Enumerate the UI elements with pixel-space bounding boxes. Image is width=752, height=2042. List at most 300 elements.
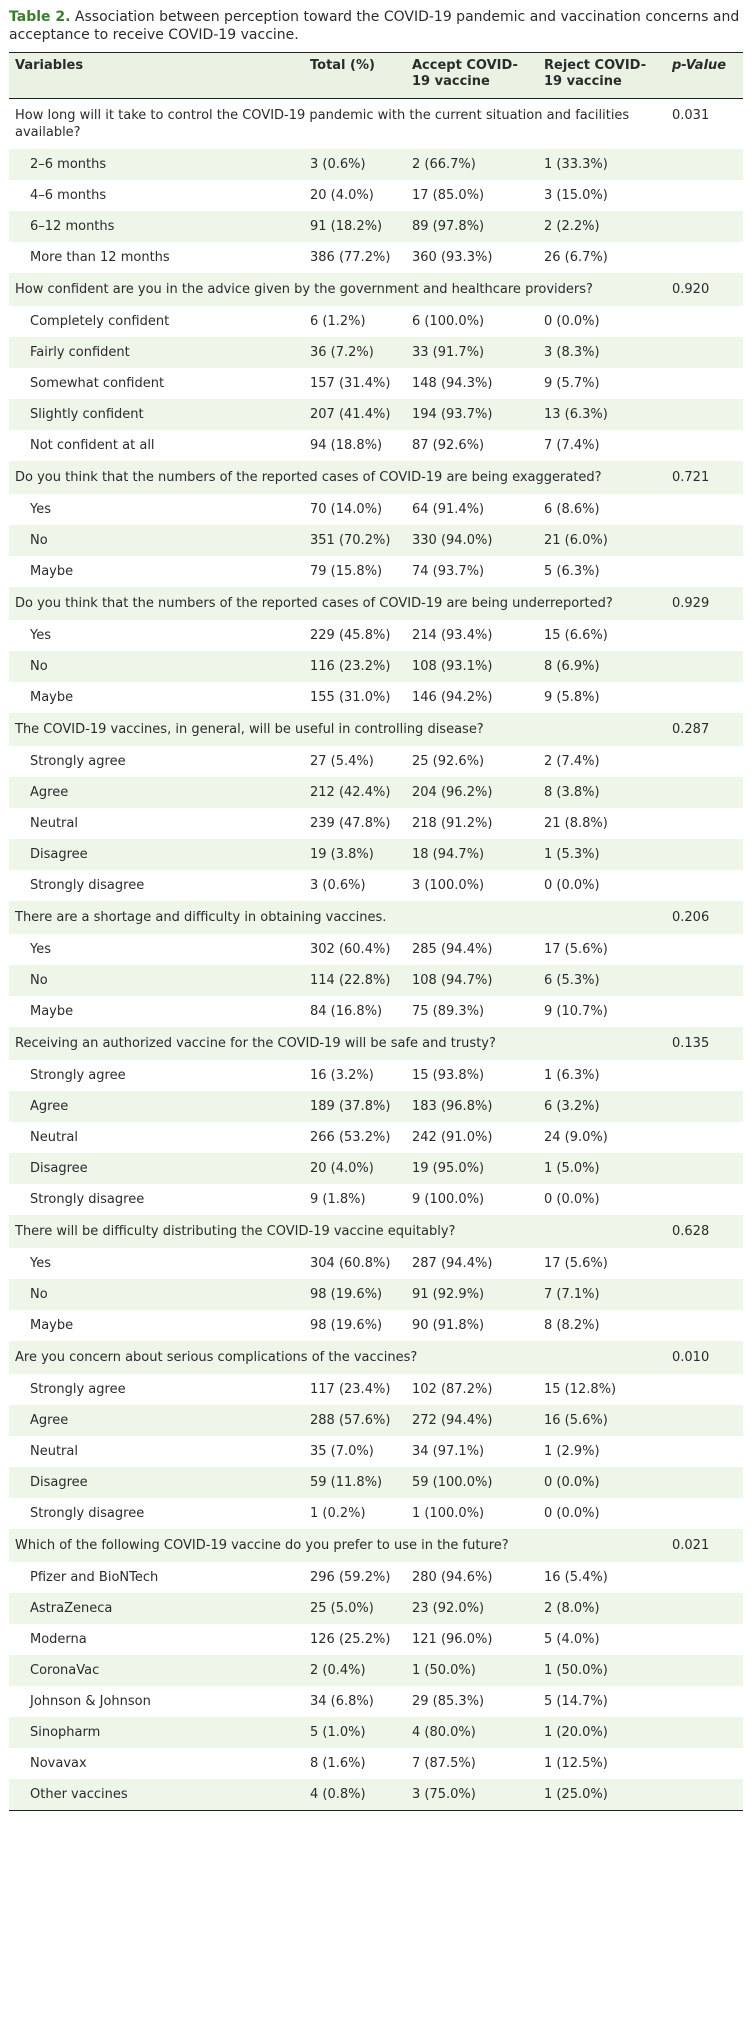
- accept-cell: 3 (100.0%): [412, 878, 485, 893]
- option-label: Strongly agree: [30, 754, 126, 769]
- total-cell: 1 (0.2%): [310, 1506, 366, 1521]
- accept-cell: 242 (91.0%): [412, 1130, 493, 1145]
- total-cell: 117 (23.4%): [310, 1382, 391, 1397]
- total-cell: 20 (4.0%): [310, 1161, 374, 1176]
- empty-p-cell: [666, 1624, 743, 1655]
- table-row: [9, 1153, 743, 1184]
- accept-cell: 287 (94.4%): [412, 1256, 493, 1271]
- reject-cell: 15 (6.6%): [544, 628, 608, 643]
- option-label: Disagree: [30, 847, 88, 862]
- total-cell: 19 (3.8%): [310, 847, 374, 862]
- header-accept: Accept COVID-19 vaccine: [406, 53, 538, 99]
- table-row: [9, 1060, 743, 1091]
- table-row: [9, 399, 743, 430]
- accept-cell: 59 (100.0%): [412, 1475, 493, 1490]
- option-label: Yes: [30, 502, 51, 517]
- empty-p-cell: [666, 1593, 743, 1624]
- empty-p-cell: [666, 430, 743, 461]
- accept-cell: 25 (92.6%): [412, 754, 485, 769]
- table-row: [9, 242, 743, 273]
- reject-cell: 6 (5.3%): [544, 973, 600, 988]
- p-value-cell: 0.929: [672, 596, 710, 611]
- option-label: Fairly confident: [30, 345, 130, 360]
- option-label: Yes: [30, 942, 51, 957]
- table-row: [9, 525, 743, 556]
- reject-cell: 0 (0.0%): [544, 1506, 600, 1521]
- question-text: There will be difficulty distributing the COVID-19 vaccine equitably?: [15, 1224, 456, 1239]
- table-row: [9, 149, 743, 180]
- empty-p-cell: [666, 777, 743, 808]
- empty-p-cell: [666, 1279, 743, 1310]
- table-row: [9, 870, 743, 901]
- total-cell: 302 (60.4%): [310, 942, 391, 957]
- empty-p-cell: [666, 1248, 743, 1279]
- question-text: The COVID-19 vaccines, in general, will be useful in controlling disease?: [15, 722, 484, 737]
- reject-cell: 3 (8.3%): [544, 345, 600, 360]
- accept-cell: 360 (93.3%): [412, 250, 493, 265]
- accept-cell: 108 (93.1%): [412, 659, 493, 674]
- accept-cell: 9 (100.0%): [412, 1192, 485, 1207]
- total-cell: 229 (45.8%): [310, 628, 391, 643]
- reject-cell: 0 (0.0%): [544, 1475, 600, 1490]
- reject-cell: 16 (5.6%): [544, 1413, 608, 1428]
- reject-cell: 6 (3.2%): [544, 1099, 600, 1114]
- reject-cell: 2 (8.0%): [544, 1601, 600, 1616]
- table-row: [9, 1436, 743, 1467]
- option-label: 2–6 months: [30, 157, 107, 172]
- table-row: [9, 494, 743, 525]
- total-cell: 59 (11.8%): [310, 1475, 383, 1490]
- table-row: [9, 1562, 743, 1593]
- option-label: Maybe: [30, 564, 74, 579]
- empty-p-cell: [666, 1091, 743, 1122]
- total-cell: 266 (53.2%): [310, 1130, 391, 1145]
- reject-cell: 3 (15.0%): [544, 188, 608, 203]
- accept-cell: 33 (91.7%): [412, 345, 485, 360]
- accept-cell: 194 (93.7%): [412, 407, 493, 422]
- total-cell: 27 (5.4%): [310, 754, 374, 769]
- reject-cell: 9 (10.7%): [544, 1004, 608, 1019]
- option-label: Maybe: [30, 1318, 74, 1333]
- empty-p-cell: [666, 1655, 743, 1686]
- option-label: Moderna: [30, 1632, 87, 1647]
- accept-cell: 102 (87.2%): [412, 1382, 493, 1397]
- option-label: Yes: [30, 628, 51, 643]
- empty-p-cell: [666, 1748, 743, 1779]
- table-row: [9, 211, 743, 242]
- empty-p-cell: [666, 839, 743, 870]
- option-label: Disagree: [30, 1475, 88, 1490]
- empty-p-cell: [666, 494, 743, 525]
- empty-p-cell: [666, 620, 743, 651]
- reject-cell: 8 (6.9%): [544, 659, 600, 674]
- table-row: [9, 808, 743, 839]
- option-label: Other vaccines: [9, 1779, 304, 1811]
- accept-cell: 75 (89.3%): [412, 1004, 485, 1019]
- accept-cell: 204 (96.2%): [412, 785, 493, 800]
- reject-cell: 21 (8.8%): [544, 816, 608, 831]
- accept-cell: 330 (94.0%): [412, 533, 493, 548]
- results-table: [9, 52, 743, 1811]
- table-row: [9, 1091, 743, 1122]
- option-label: No: [30, 659, 48, 674]
- accept-cell: 6 (100.0%): [412, 314, 485, 329]
- table-row: [9, 1405, 743, 1436]
- reject-cell: 1 (20.0%): [544, 1725, 608, 1740]
- accept-cell: 17 (85.0%): [412, 188, 485, 203]
- reject-cell: 6 (8.6%): [544, 502, 600, 517]
- question-row: [9, 1341, 743, 1374]
- option-label: CoronaVac: [30, 1663, 100, 1678]
- accept-cell: 7 (87.5%): [412, 1756, 476, 1771]
- total-cell: 114 (22.8%): [310, 973, 391, 988]
- accept-cell: 183 (96.8%): [412, 1099, 493, 1114]
- header-reject: Reject COVID-19 vaccine: [538, 53, 666, 99]
- accept-cell: 29 (85.3%): [412, 1694, 485, 1709]
- empty-p-cell: [666, 242, 743, 273]
- total-cell: 189 (37.8%): [310, 1099, 391, 1114]
- table-row: [9, 180, 743, 211]
- empty-p-cell: [666, 337, 743, 368]
- reject-cell: 24 (9.0%): [544, 1130, 608, 1145]
- empty-p-cell: [666, 1562, 743, 1593]
- option-label: Disagree: [30, 1161, 88, 1176]
- question-row: [9, 587, 743, 620]
- reject-cell: 1 (2.9%): [544, 1444, 600, 1459]
- reject-cell: 5 (14.7%): [544, 1694, 608, 1709]
- empty-p-cell: [666, 1498, 743, 1529]
- table-row: [9, 1122, 743, 1153]
- empty-p-cell: [666, 149, 743, 180]
- option-label: Maybe: [30, 690, 74, 705]
- option-label: Strongly agree: [30, 1068, 126, 1083]
- option-label: Maybe: [30, 1004, 74, 1019]
- question-text: How long will it take to control the COVID-19 pandemic with the current situation and facilities available?: [15, 108, 630, 140]
- table-row: [9, 839, 743, 870]
- empty-p-cell: [666, 368, 743, 399]
- table-caption-label: Table 2.: [9, 9, 71, 25]
- table-row: [9, 965, 743, 996]
- empty-p-cell: [666, 306, 743, 337]
- table-row: [9, 934, 743, 965]
- accept-cell: 3 (75.0%): [406, 1779, 538, 1811]
- option-label: No: [30, 1287, 48, 1302]
- reject-cell: 7 (7.4%): [544, 438, 600, 453]
- table-row: [9, 556, 743, 587]
- empty-p-cell: [666, 1405, 743, 1436]
- table-row: [9, 1310, 743, 1341]
- header-p-value: p-Value: [666, 53, 743, 99]
- empty-p-cell: [666, 180, 743, 211]
- table-row: [9, 1184, 743, 1215]
- question-text: Receiving an authorized vaccine for the COVID-19 will be safe and trusty?: [15, 1036, 496, 1051]
- accept-cell: 272 (94.4%): [412, 1413, 493, 1428]
- reject-cell: 13 (6.3%): [544, 407, 608, 422]
- reject-cell: 17 (5.6%): [544, 1256, 608, 1271]
- reject-cell: 16 (5.4%): [544, 1570, 608, 1585]
- question-row: [9, 713, 743, 746]
- total-cell: 36 (7.2%): [310, 345, 374, 360]
- option-label: More than 12 months: [30, 250, 170, 265]
- reject-cell: 1 (50.0%): [544, 1663, 608, 1678]
- accept-cell: 146 (94.2%): [412, 690, 493, 705]
- empty-p-cell: [666, 870, 743, 901]
- reject-cell: 17 (5.6%): [544, 942, 608, 957]
- accept-cell: 19 (95.0%): [412, 1161, 485, 1176]
- option-label: 4–6 months: [30, 188, 107, 203]
- table-row: [9, 306, 743, 337]
- question-text: Do you think that the numbers of the reported cases of COVID-19 are being exaggerated?: [15, 470, 602, 485]
- total-cell: 34 (6.8%): [310, 1694, 374, 1709]
- empty-p-cell: [666, 1717, 743, 1748]
- option-label: Neutral: [30, 1130, 78, 1145]
- total-cell: 386 (77.2%): [310, 250, 391, 265]
- empty-p-cell: [666, 1779, 743, 1811]
- total-cell: 98 (19.6%): [310, 1318, 383, 1333]
- question-text: Are you concern about serious complications of the vaccines?: [15, 1350, 418, 1365]
- option-label: Strongly agree: [30, 1382, 126, 1397]
- accept-cell: 15 (93.8%): [412, 1068, 485, 1083]
- question-row: [9, 1215, 743, 1248]
- total-cell: 98 (19.6%): [310, 1287, 383, 1302]
- empty-p-cell: [666, 1153, 743, 1184]
- table-row: [9, 777, 743, 808]
- total-cell: 70 (14.0%): [310, 502, 383, 517]
- p-value-cell: 0.021: [672, 1538, 710, 1553]
- option-label: No: [30, 533, 48, 548]
- reject-cell: 1 (33.3%): [544, 157, 608, 172]
- empty-p-cell: [666, 211, 743, 242]
- option-label: Neutral: [30, 1444, 78, 1459]
- empty-p-cell: [666, 682, 743, 713]
- total-cell: 304 (60.8%): [310, 1256, 391, 1271]
- total-cell: 6 (1.2%): [310, 314, 366, 329]
- reject-cell: 15 (12.8%): [544, 1382, 617, 1397]
- table-row: [9, 1248, 743, 1279]
- option-label: Agree: [30, 1099, 69, 1114]
- empty-p-cell: [666, 1122, 743, 1153]
- table-header-row: [9, 53, 743, 99]
- reject-cell: 26 (6.7%): [544, 250, 608, 265]
- reject-cell: 0 (0.0%): [544, 1192, 600, 1207]
- table-row: [9, 682, 743, 713]
- empty-p-cell: [666, 1686, 743, 1717]
- total-cell: 288 (57.6%): [310, 1413, 391, 1428]
- accept-cell: 2 (66.7%): [412, 157, 476, 172]
- total-cell: 212 (42.4%): [310, 785, 391, 800]
- empty-p-cell: [666, 399, 743, 430]
- accept-cell: 87 (92.6%): [412, 438, 485, 453]
- reject-cell: 5 (6.3%): [544, 564, 600, 579]
- table-row: [9, 746, 743, 777]
- question-text: Do you think that the numbers of the reported cases of COVID-19 are being underreported?: [15, 596, 613, 611]
- option-label: Neutral: [30, 816, 78, 831]
- accept-cell: 148 (94.3%): [412, 376, 493, 391]
- total-cell: 155 (31.0%): [310, 690, 391, 705]
- accept-cell: 4 (80.0%): [412, 1725, 476, 1740]
- reject-cell: 21 (6.0%): [544, 533, 608, 548]
- total-cell: 84 (16.8%): [310, 1004, 383, 1019]
- table-row: [9, 996, 743, 1027]
- accept-cell: 34 (97.1%): [412, 1444, 485, 1459]
- empty-p-cell: [666, 1310, 743, 1341]
- option-label: AstraZeneca: [30, 1601, 113, 1616]
- empty-p-cell: [666, 746, 743, 777]
- question-text: Which of the following COVID-19 vaccine do you prefer to use in the future?: [15, 1538, 509, 1553]
- total-cell: 239 (47.8%): [310, 816, 391, 831]
- table-row: [9, 1624, 743, 1655]
- question-text: There are a shortage and difficulty in obtaining vaccines.: [15, 910, 387, 925]
- question-row: [9, 1027, 743, 1060]
- total-cell: 91 (18.2%): [310, 219, 383, 234]
- total-cell: 157 (31.4%): [310, 376, 391, 391]
- accept-cell: 18 (94.7%): [412, 847, 485, 862]
- total-cell: 79 (15.8%): [310, 564, 383, 579]
- empty-p-cell: [666, 996, 743, 1027]
- empty-p-cell: [666, 808, 743, 839]
- empty-p-cell: [666, 1467, 743, 1498]
- p-value-cell: 0.135: [672, 1036, 710, 1051]
- table-row: [9, 1593, 743, 1624]
- reject-cell: 1 (12.5%): [544, 1756, 608, 1771]
- option-label: Johnson & Johnson: [30, 1694, 151, 1709]
- empty-p-cell: [666, 1184, 743, 1215]
- table-row: [9, 651, 743, 682]
- table-row: [9, 1655, 743, 1686]
- total-cell: 94 (18.8%): [310, 438, 383, 453]
- reject-cell: 1 (6.3%): [544, 1068, 600, 1083]
- total-cell: 9 (1.8%): [310, 1192, 366, 1207]
- p-value-cell: 0.628: [672, 1224, 710, 1239]
- option-label: Pfizer and BioNTech: [30, 1570, 159, 1585]
- option-label: Not confident at all: [30, 438, 155, 453]
- option-label: Strongly disagree: [30, 878, 145, 893]
- total-cell: 207 (41.4%): [310, 407, 391, 422]
- table-caption-text: Association between perception toward the COVID-19 pandemic and vaccination concerns and acceptance to receive COVID-19 vaccine.: [9, 9, 740, 43]
- option-label: Yes: [30, 1256, 51, 1271]
- reject-cell: 0 (0.0%): [544, 314, 600, 329]
- option-label: Slightly confident: [30, 407, 144, 422]
- accept-cell: 23 (92.0%): [412, 1601, 485, 1616]
- empty-p-cell: [666, 556, 743, 587]
- header-variables: Variables: [9, 53, 304, 99]
- total-cell: 16 (3.2%): [310, 1068, 374, 1083]
- accept-cell: 1 (50.0%): [412, 1663, 476, 1678]
- question-row: [9, 1529, 743, 1562]
- empty-p-cell: [666, 965, 743, 996]
- empty-p-cell: [666, 1436, 743, 1467]
- table-row: [9, 337, 743, 368]
- total-cell: 35 (7.0%): [310, 1444, 374, 1459]
- reject-cell: 9 (5.7%): [544, 376, 600, 391]
- total-cell: 2 (0.4%): [310, 1663, 366, 1678]
- reject-cell: 7 (7.1%): [544, 1287, 600, 1302]
- total-cell: 3 (0.6%): [310, 878, 366, 893]
- p-value-cell: 0.920: [672, 282, 710, 297]
- p-value-cell: 0.287: [672, 722, 710, 737]
- reject-cell: 8 (3.8%): [544, 785, 600, 800]
- accept-cell: 280 (94.6%): [412, 1570, 493, 1585]
- accept-cell: 90 (91.8%): [412, 1318, 485, 1333]
- p-value-cell: 0.031: [672, 108, 710, 123]
- option-label: Completely confident: [30, 314, 170, 329]
- total-cell: 4 (0.8%): [304, 1779, 406, 1811]
- total-cell: 116 (23.2%): [310, 659, 391, 674]
- reject-cell: 2 (2.2%): [544, 219, 600, 234]
- table-row: [9, 1779, 743, 1811]
- table-row: [9, 1748, 743, 1779]
- p-value-cell: 0.206: [672, 910, 710, 925]
- table-row: [9, 368, 743, 399]
- total-cell: 5 (1.0%): [310, 1725, 366, 1740]
- accept-cell: 91 (92.9%): [412, 1287, 485, 1302]
- table-row: [9, 1467, 743, 1498]
- accept-cell: 214 (93.4%): [412, 628, 493, 643]
- total-cell: 296 (59.2%): [310, 1570, 391, 1585]
- accept-cell: 108 (94.7%): [412, 973, 493, 988]
- p-value-cell: 0.721: [672, 470, 710, 485]
- empty-p-cell: [666, 934, 743, 965]
- reject-cell: 0 (0.0%): [544, 878, 600, 893]
- question-row: [9, 273, 743, 306]
- total-cell: 351 (70.2%): [310, 533, 391, 548]
- reject-cell: 1 (5.0%): [544, 1161, 600, 1176]
- accept-cell: 121 (96.0%): [412, 1632, 493, 1647]
- p-value-cell: 0.010: [672, 1350, 710, 1365]
- total-cell: 20 (4.0%): [310, 188, 374, 203]
- accept-cell: 64 (91.4%): [412, 502, 485, 517]
- option-label: Strongly disagree: [30, 1192, 145, 1207]
- table-row: [9, 1686, 743, 1717]
- table-row: [9, 620, 743, 651]
- reject-cell: 2 (7.4%): [544, 754, 600, 769]
- table-caption: [9, 8, 743, 44]
- total-cell: 25 (5.0%): [310, 1601, 374, 1616]
- option-label: Agree: [30, 785, 69, 800]
- header-total: Total (%): [304, 53, 406, 99]
- empty-p-cell: [666, 525, 743, 556]
- accept-cell: 285 (94.4%): [412, 942, 493, 957]
- table-row: [9, 1717, 743, 1748]
- accept-cell: 89 (97.8%): [412, 219, 485, 234]
- question-row: [9, 901, 743, 934]
- empty-p-cell: [666, 651, 743, 682]
- option-label: Sinopharm: [30, 1725, 101, 1740]
- total-cell: 3 (0.6%): [310, 157, 366, 172]
- question-row: [9, 461, 743, 494]
- total-cell: 8 (1.6%): [310, 1756, 366, 1771]
- option-label: 6–12 months: [30, 219, 115, 234]
- option-label: Strongly disagree: [30, 1506, 145, 1521]
- option-label: No: [30, 973, 48, 988]
- table-row: [9, 1374, 743, 1405]
- reject-cell: 5 (4.0%): [544, 1632, 600, 1647]
- option-label: Novavax: [30, 1756, 87, 1771]
- reject-cell: 1 (25.0%): [538, 1779, 666, 1811]
- empty-p-cell: [666, 1374, 743, 1405]
- accept-cell: 74 (93.7%): [412, 564, 485, 579]
- table-row: [9, 430, 743, 461]
- option-label: Somewhat confident: [30, 376, 165, 391]
- accept-cell: 1 (100.0%): [412, 1506, 485, 1521]
- reject-cell: 1 (5.3%): [544, 847, 600, 862]
- table-row: [9, 1498, 743, 1529]
- table-body: [9, 99, 743, 1811]
- reject-cell: 9 (5.8%): [544, 690, 600, 705]
- table-row: [9, 1279, 743, 1310]
- question-text: How confident are you in the advice given by the government and healthcare providers?: [15, 282, 593, 297]
- total-cell: 126 (25.2%): [310, 1632, 391, 1647]
